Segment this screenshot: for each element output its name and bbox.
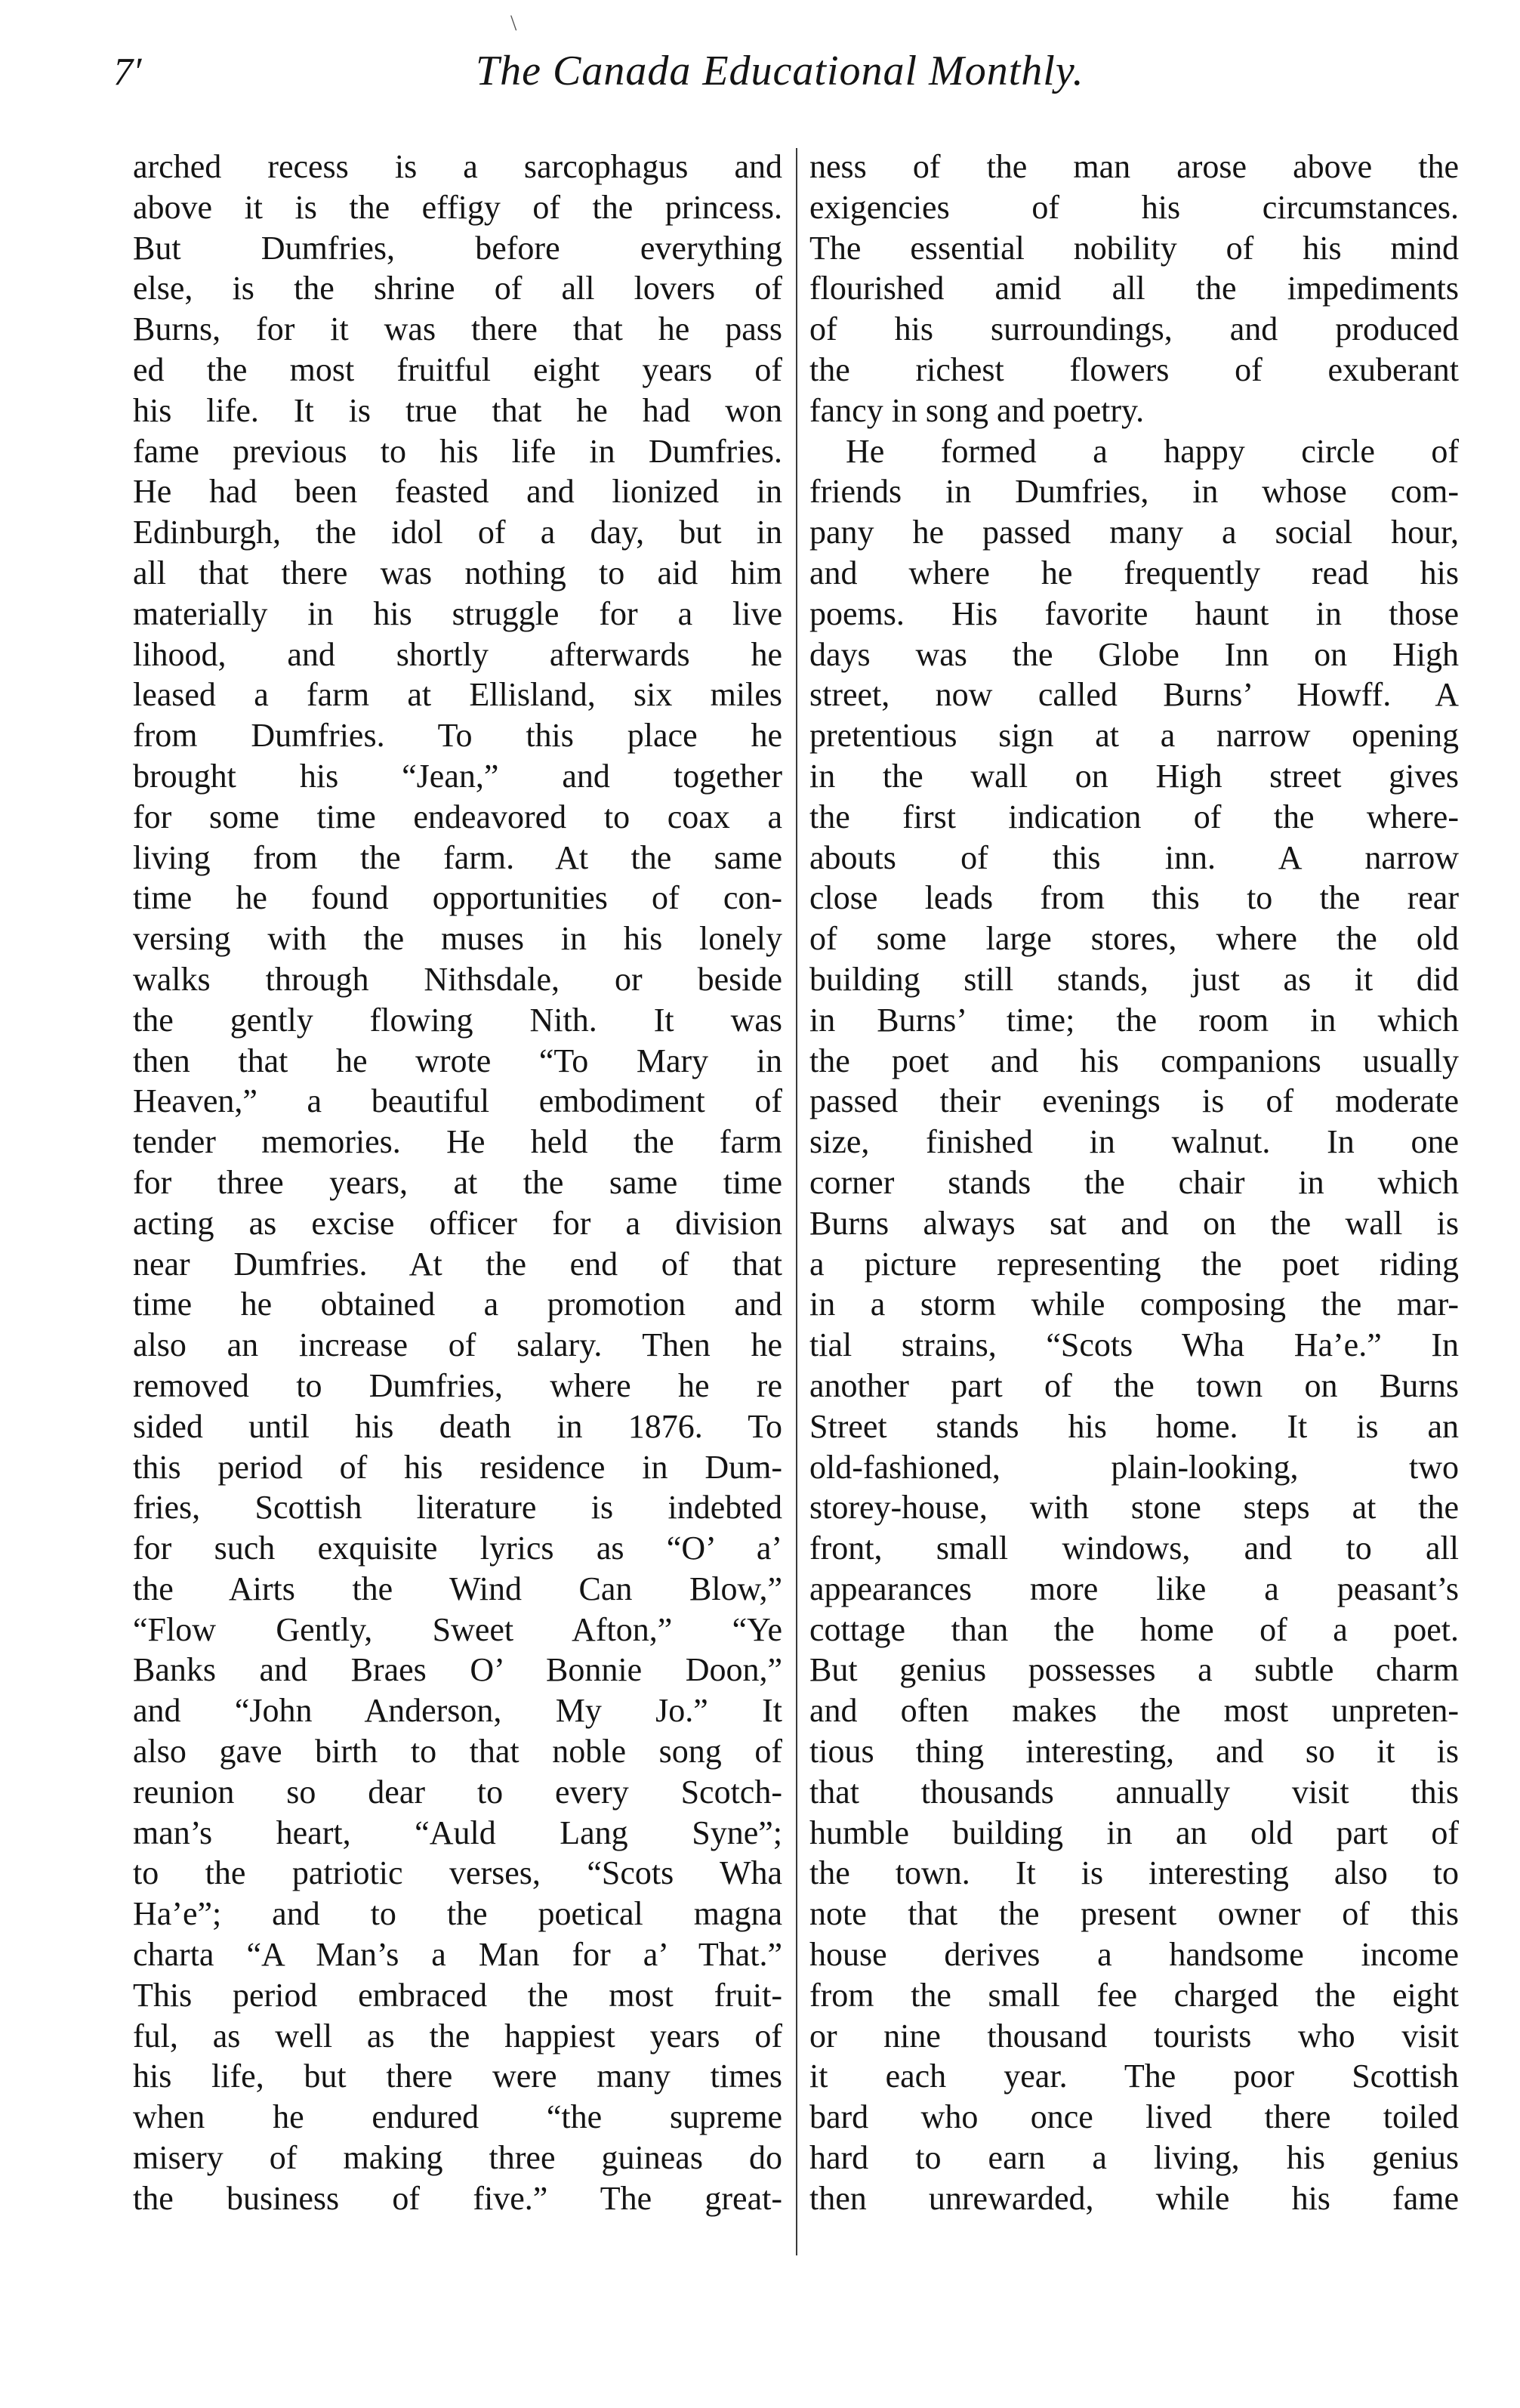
text-line: of some large stores, where the old — [809, 920, 1459, 958]
text-line: pany he passed many a social hour, — [809, 514, 1459, 551]
text-line: street, now called Burns’ Howff. A — [809, 676, 1459, 714]
text-line: brought his “Jean,” and together — [133, 757, 782, 795]
text-line: old-fashioned, plain-looking, two — [809, 1448, 1459, 1486]
text-line: all that there was nothing to aid him — [133, 554, 782, 591]
column-divider — [796, 148, 797, 2255]
text-line: Burns always sat and on the wall is — [809, 1204, 1459, 1242]
text-line: storey-house, with stone steps at the — [809, 1489, 1459, 1527]
text-line: fries, Scottish literature is indebted — [133, 1489, 782, 1527]
text-line: else, is the shrine of all lovers of — [133, 270, 782, 307]
left-column — [133, 147, 782, 2219]
text-line: for such exquisite lyrics as “O’ a’ — [133, 1530, 782, 1567]
text-line: reunion so dear to every Scotch- — [133, 1773, 782, 1811]
text-line: building still stands, just as it did — [809, 960, 1459, 998]
text-line: This period embraced the most fruit- — [133, 1976, 782, 2014]
text-line: acting as excise officer for a division — [133, 1204, 782, 1242]
text-line: cottage than the home of a poet. — [809, 1610, 1459, 1648]
text-line: ed the most fruitful eight years of — [133, 350, 782, 388]
text-line: Street stands his home. It is an — [809, 1407, 1459, 1445]
text-line: then that he wrote “To Mary in — [133, 1042, 782, 1079]
text-line: Burns, for it was there that he pass — [133, 310, 782, 348]
text-line: time he found opportunities of con- — [133, 879, 782, 917]
text-line: leased a farm at Ellisland, six miles — [133, 676, 782, 714]
text-line: materially in his struggle for a live — [133, 594, 782, 632]
text-line: the first indication of the where- — [809, 798, 1459, 835]
text-line: and often makes the most unpreten- — [809, 1692, 1459, 1730]
text-line: bard who once lived there toiled — [809, 2098, 1459, 2136]
ink-speck: \ — [510, 11, 517, 36]
text-line: for some time endeavored to coax a — [133, 798, 782, 835]
text-line: lihood, and shortly afterwards he — [133, 635, 782, 673]
text-line: living from the farm. At the same — [133, 838, 782, 876]
text-line: man’s heart, “Auld Lang Syne”; — [133, 1814, 782, 1851]
text-line: The essential nobility of his mind — [809, 229, 1459, 267]
text-line: the business of five.” The great- — [133, 2179, 782, 2217]
text-line: fame previous to his life in Dumfries. — [133, 432, 782, 470]
text-line: house derives a handsome income — [809, 1936, 1459, 1974]
text-line: his life. It is true that he had won — [133, 391, 782, 429]
text-line: the gently flowing Nith. It was — [133, 1001, 782, 1039]
text-line: and “John Anderson, My Jo.” It — [133, 1692, 782, 1730]
text-line: removed to Dumfries, where he re — [133, 1366, 782, 1404]
text-line: friends in Dumfries, in whose com- — [809, 473, 1459, 511]
page-header — [113, 45, 1472, 113]
text-line: humble building in an old part of — [809, 1814, 1459, 1851]
text-line: close leads from this to the rear — [809, 879, 1459, 917]
text-line: this period of his residence in Dum- — [133, 1448, 782, 1486]
text-line: Ha’e”; and to the poetical magna — [133, 1895, 782, 1933]
text-line: when he endured “the supreme — [133, 2098, 782, 2136]
text-line: pretentious sign at a narrow opening — [809, 717, 1459, 755]
text-line: the Airts the Wind Can Blow,” — [133, 1570, 782, 1607]
text-line: a picture representing the poet riding — [809, 1245, 1459, 1283]
text-line: appearances more like a peasant’s — [809, 1570, 1459, 1607]
text-line: from the small fee charged the eight — [809, 1976, 1459, 2014]
text-line: flourished amid all the impediments — [809, 270, 1459, 307]
text-line: also an increase of salary. Then he — [133, 1326, 782, 1364]
text-line: He had been feasted and lionized in — [133, 473, 782, 511]
text-line: his life, but there were many times — [133, 2058, 782, 2095]
text-line: passed their evenings is of moderate — [809, 1082, 1459, 1120]
text-line: the town. It is interesting also to — [809, 1854, 1459, 1892]
text-line: the richest flowers of exuberant — [809, 350, 1459, 388]
text-line: in a storm while composing the mar- — [809, 1286, 1459, 1323]
text-line: hard to earn a living, his genius — [809, 2139, 1459, 2177]
text-line: ness of the man arose above the — [809, 148, 1459, 185]
text-line: and where he frequently read his — [809, 554, 1459, 591]
text-line: then unrewarded, while his fame — [809, 2179, 1459, 2217]
text-line: also gave birth to that noble song of — [133, 1733, 782, 1770]
running-title: The Canada Educational Monthly. — [476, 48, 1084, 94]
text-line: But Dumfries, before everything — [133, 229, 782, 267]
text-line: note that the present owner of this — [809, 1895, 1459, 1933]
text-line: tious thing interesting, and so it is — [809, 1733, 1459, 1770]
text-line: days was the Globe Inn on High — [809, 635, 1459, 673]
text-line: “Flow Gently, Sweet Afton,” “Ye — [133, 1610, 782, 1648]
text-line: charta “A Man’s a Man for a’ That.” — [133, 1936, 782, 1974]
text-line: it each year. The poor Scottish — [809, 2058, 1459, 2095]
right-column — [809, 147, 1459, 2219]
text-line: time he obtained a promotion and — [133, 1286, 782, 1323]
text-line: front, small windows, and to all — [809, 1530, 1459, 1567]
text-line: walks through Nithsdale, or beside — [133, 960, 782, 998]
paragraph-start-line: He formed a happy circle of — [846, 432, 1459, 470]
text-line: Edinburgh, the idol of a day, but in — [133, 514, 782, 551]
text-line: exigencies of his circumstances. — [809, 188, 1459, 226]
text-line: size, finished in walnut. In one — [809, 1123, 1459, 1161]
text-line: But genius possesses a subtle charm — [809, 1651, 1459, 1689]
text-line: to the patriotic verses, “Scots Wha — [133, 1854, 782, 1892]
text-line: sided until his death in 1876. To — [133, 1407, 782, 1445]
text-line: arched recess is a sarcophagus and — [133, 148, 782, 185]
page-number: 7′ — [113, 51, 142, 94]
text-line: the poet and his companions usually — [809, 1042, 1459, 1079]
text-line: above it is the effigy of the princess. — [133, 188, 782, 226]
text-line: Heaven,” a beautiful embodiment of — [133, 1082, 782, 1120]
text-line: or nine thousand tourists who visit — [809, 2017, 1459, 2055]
text-line: near Dumfries. At the end of that — [133, 1245, 782, 1283]
text-line: another part of the town on Burns — [809, 1366, 1459, 1404]
paragraph-end-line: fancy in song and poetry. — [809, 391, 1145, 429]
text-line: misery of making three guineas do — [133, 2139, 782, 2177]
text-line: that thousands annually visit this — [809, 1773, 1459, 1811]
text-line: abouts of this inn. A narrow — [809, 838, 1459, 876]
text-line: tial strains, “Scots Wha Ha’e.” In — [809, 1326, 1459, 1364]
text-line: versing with the muses in his lonely — [133, 920, 782, 958]
text-line: from Dumfries. To this place he — [133, 717, 782, 755]
text-line: corner stands the chair in which — [809, 1163, 1459, 1201]
text-line: ful, as well as the happiest years of — [133, 2017, 782, 2055]
text-line: for three years, at the same time — [133, 1163, 782, 1201]
text-line: in Burns’ time; the room in which — [809, 1001, 1459, 1039]
text-line: in the wall on High street gives — [809, 757, 1459, 795]
text-line: tender memories. He held the farm — [133, 1123, 782, 1161]
text-line: poems. His favorite haunt in those — [809, 594, 1459, 632]
text-line: of his surroundings, and produced — [809, 310, 1459, 348]
text-line: Banks and Braes O’ Bonnie Doon,” — [133, 1651, 782, 1689]
